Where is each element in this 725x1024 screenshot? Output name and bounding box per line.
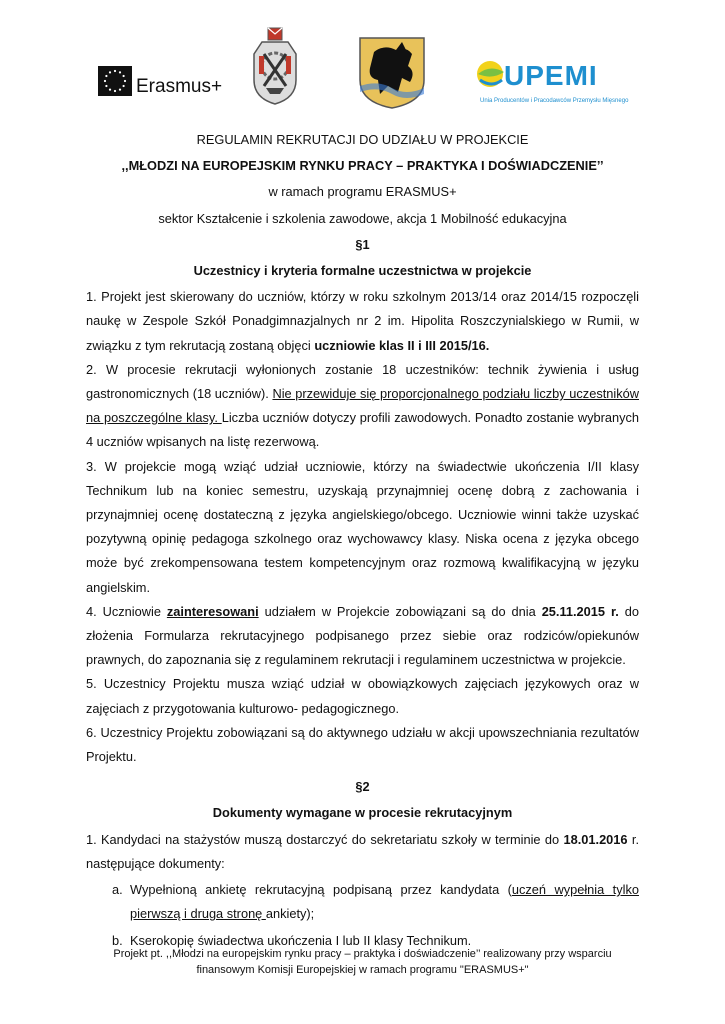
list-item (112, 878, 639, 926)
page-footer (86, 946, 639, 978)
section-1-paragraph-4 (86, 600, 639, 673)
eu-flag-icon (98, 66, 132, 96)
list-item-text: Wypełnioną ankietę rekrutacyjną podpisaną przez kandydata ( (130, 882, 512, 898)
erasmus-label: Erasmus+ (136, 76, 223, 97)
section-1-paragraph-1 (86, 285, 639, 358)
paragraph-underlined-text: Nie przewiduje się proporcjonalnego podziału liczby uczestników na poszczególne klasy. (86, 386, 639, 426)
section-1-paragraph-2 (86, 358, 639, 455)
upemi-label: UPEMI (504, 60, 598, 91)
paragraph-text: Liczba uczniów dotyczy profili zawodowych. Ponadto zostanie wybranych 4 uczniów wpisanych na listę rezerwową. (86, 410, 639, 450)
city-crest-icon (358, 36, 426, 115)
program-line: w ramach programu ERASMUS+ (268, 184, 457, 200)
section-2-number: §2 (355, 779, 370, 795)
document-body (86, 128, 639, 953)
section-1-number: §1 (355, 236, 370, 252)
project-name: ,,MŁODZI NA EUROPEJSKIM RYNKU PRACY – PRAKTYKA I DOŚWIADCZENIE’’ (121, 158, 604, 174)
paragraph-text: do złożenia Formularza rekrutacyjnego podpisanego przez siebie oraz rodziców/opiekunów prawnych, do zapoznania się z regulaminem rekrutacji i regulaminem uczestnictwa w projekcie. (86, 603, 639, 668)
paragraph-text: 1. Kandydaci na stażystów muszą dostarczyć do sekretariatu szkoły w terminie do (86, 831, 564, 847)
sector-line: sektor Kształcenie i szkolenia zawodowe, akcja 1 Mobilność edukacyjna (158, 210, 567, 226)
paragraph-text: 4. Uczniowie (86, 603, 167, 619)
list-item-text: Kserokopię świadectwa ukończenia I lub II klasy Technikum. (130, 932, 472, 948)
paragraph-text: r. następujące dokumenty: (86, 831, 640, 871)
section-1-paragraph-6: 6. Uczestnicy Projektu zobowiązani są do aktywnego udziału w akcji upowszechniania rezultatów Projektu. (86, 724, 639, 765)
footer-line-2: finansowym Komisji Europejskiej w ramach programu "ERASMUS+" (196, 964, 529, 976)
deadline-date: 18.01.2016 (563, 831, 628, 847)
section-2-title: Dokumenty wymagane w procesie rekrutacyjnym (212, 805, 513, 821)
paragraph-bold-underlined-text: zainteresowani (166, 603, 259, 619)
upemi-logo (476, 58, 629, 104)
section-1-title: Uczestnicy i kryteria formalne uczestnictwa w projekcie (193, 263, 532, 279)
upemi-emblem-icon (476, 58, 506, 92)
list-item-text: ankiety); (265, 906, 315, 922)
list-marker: b. (112, 932, 123, 948)
section-2-paragraph-1 (86, 828, 639, 876)
paragraph-text: 1. Projekt jest skierowany do uczniów, którzy w roku szkolnym 2013/14 oraz 2014/15 rozpoczęli naukę w Zespole Szkół Ponadgimnazjalnych nr 2 im. Hipolita Roszczynialskiego w Rumii, w związku z tym rekrutacją zostaną objęci (86, 289, 639, 353)
footer-line-1: Projekt pt. ,,Młodzi na europejskim rynku pracy – praktyka i doświadczenie’’ realizowany przy wsparciu (113, 948, 612, 960)
list-item-underlined-text: uczeń wypełnia tylko pierwszą i druga stronę (130, 882, 639, 922)
paragraph-text: udziałem w Projekcie zobowiązani są do dnia (258, 603, 542, 619)
deadline-date: 25.11.2015 r. (541, 603, 619, 619)
erasmus-logo (98, 66, 223, 101)
list-marker: a. (112, 882, 123, 898)
header-title: REGULAMIN REKRUTACJI DO UDZIAŁU W PROJEKCIE (196, 132, 529, 147)
section-1-paragraph-3: 3. W projekcie mogą wziąć udział uczniowie, którzy na świadectwie ukończenia I/II klasy Technikum lub na koniec semestru, uzyskają przynajmniej ocenę dobrą z zachowania i przynajmniej ocenę dostateczną z języka angielskiego/obcego. Uczniowie winni także uzyskać pozytywną opinię pedagoga szkolnego oraz wychowawcy klasy. Niska ocena z języka obcego może być zrekompensowana testem kompetencyjnym oraz rozmową kwalifikacyjną w języku angielskim. (86, 458, 639, 595)
school-crest-icon (250, 24, 300, 111)
paragraph-text: 2. W procesie rekrutacji wyłonionych zostanie 18 uczestników: technik żywienia i usług gastronomicznych (18 uczniów). (86, 361, 639, 402)
upemi-subtitle: Unia Producentów i Pracodawców Przemysłu Mięsnego (480, 98, 629, 104)
document-list (86, 878, 639, 953)
section-1-paragraph-5: 5. Uczestnicy Projektu musza wziąć udział w obowiązkowych zajęciach językowych oraz w zajęciach z przygotowania kulturowo- pedagogicznego. (86, 676, 639, 716)
logo-bar (0, 20, 725, 120)
paragraph-bold-text: uczniowie klas II i III 2015/16. (314, 337, 490, 353)
